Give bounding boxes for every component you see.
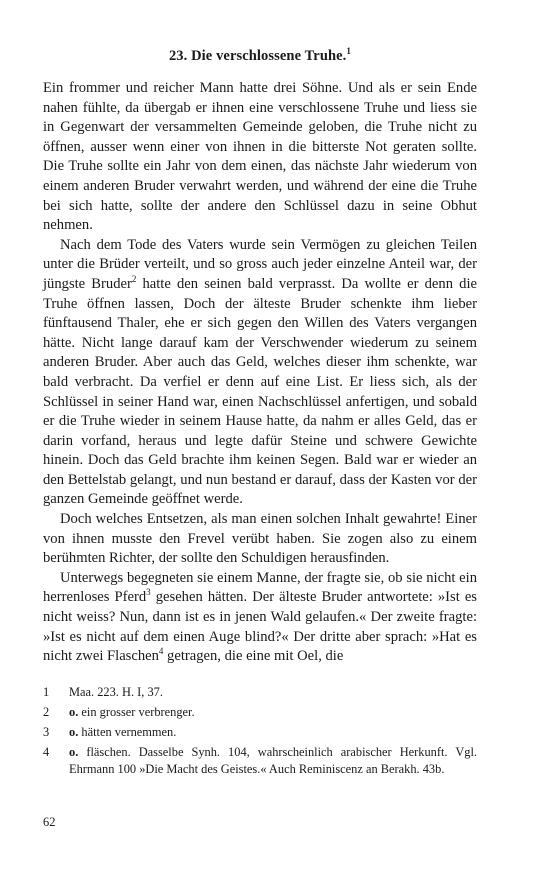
- paragraph-text: Doch welches Entsetzen, als man einen solchen Inhalt gewahrte! Einer von ihnen musste den Frevel verübt haben. Sie zogen also zu einem berühmten Richter, der sollte den Schuldigen herausfinden.: [43, 511, 477, 567]
- footnote-body: fläschen. Dasselbe Synh. 104, wahrscheinlich arabischer Herkunft. Vgl. Ehrmann 100 »Die Macht des Geistes.« Auch Reminiscenz an Berakh. 43b.: [69, 745, 477, 777]
- footnote-body: hätten vernemmen.: [78, 725, 177, 739]
- footnote-text: [69, 684, 477, 701]
- footnote-source: o.: [69, 745, 79, 759]
- paragraph-text: gesehen hätten. Der älteste Bruder antwortete: »Ist es nicht weiss? Nun, dann ist es in jenen Wald gelaufen.« Der zweite fragte: »Ist es nicht auf dem einen Auge blind?« Der dritte aber sprach: »Hat es nicht zwei Flaschen: [43, 589, 477, 665]
- paragraph-text: Ein frommer und reicher Mann hatte drei Söhne. Und als er sein Ende nahen fühlte, da übergab er ihnen eine verschlossene Truhe und liess sie in Gegenwart der versammelten Gemeinde geloben, die Truhe nicht zu öffnen, ausser wenn einer von ihnen in die bitterste Not geraten sollte. Die Truhe sollte ein Jahr von dem einen, das nächste Jahr wiederum von einem anderen Bruder verwahrt werden, und während der eine die Truhe bei sich hatte, sollte der andere den Schlüssel dazu in seine Obhut nehmen.: [43, 80, 477, 234]
- footnote-text: [69, 724, 477, 741]
- paragraph-text: Nach dem Tode des Vaters wurde sein Vermögen zu gleichen Teilen unter die Brüder verteilt, und so gross auch jeder einzelne Anteil war, der jüngste Bruder: [43, 236, 477, 292]
- footnote: [43, 744, 477, 779]
- paragraph-text: Unterwegs begegneten sie einem Manne, der fragte sie, ob sie nicht ein herrenloses Pferd: [43, 569, 477, 606]
- footnote-number: 4: [43, 745, 50, 759]
- footnote: [43, 704, 477, 721]
- footnote-source: o.: [69, 725, 79, 739]
- footnotes: [43, 684, 477, 781]
- page-content: [43, 48, 477, 667]
- footnote-number: 2: [43, 705, 50, 719]
- chapter-heading: [43, 48, 477, 65]
- footnote-source: o.: [69, 705, 79, 719]
- footnote-body: ein grosser verbrenger.: [78, 705, 195, 719]
- paragraph-text: getragen, die eine mit Oel, die: [163, 648, 344, 665]
- footnote-ref: 3: [146, 587, 151, 598]
- footnote-text: [69, 704, 477, 721]
- body-text: [43, 79, 477, 667]
- footnote-text: [69, 744, 477, 779]
- footnote: [43, 684, 477, 701]
- footnote-ref: 4: [158, 646, 164, 657]
- footnote-ref: 1: [346, 46, 352, 57]
- paragraph-text: hatte den seinen bald verprasst. Da wollte er denn die Truhe öffnen lassen, Doch der älteste Bruder schenkte ihm lieber fünftausend Thaler, ehe er sich gegen den Willen des Vaters vergangen hätte. Nicht lange darauf kam der Verschwender wiederum zu seinem anderen Bruder. Aber auch das Geld, welches dieser ihm schenkte, war bald verbracht. Da verfiel er denn auf eine List. Er liess sich, als der Schlüssel in seiner Hand war, einen Nachschlüssel anfertigen, und sobald er die Truhe wieder in seinem Hause hatte, da nahm er alles Geld, das er darin vorfand, heraus und legte dafür Steine und schwere Gewichte hinein. Doch das Geld brachte ihm keinen Segen. Bald war er wieder an den Bettelstab gelangt, und nun bestand er darauf, dass der Kasten vor der ganzen Gemeinde geöffnet werde.: [43, 275, 477, 508]
- paragraph: [43, 79, 477, 236]
- chapter-title: 23. Die verschlossene Truhe.: [168, 48, 347, 64]
- paragraph: [43, 569, 477, 667]
- paragraph: [43, 236, 477, 510]
- footnote-ref: 2: [131, 274, 137, 285]
- page-number: 62: [43, 815, 56, 829]
- footnote-number: 1: [43, 685, 50, 699]
- footnote: [43, 724, 477, 741]
- footnote-body: Maa. 223. H. I, 37.: [69, 685, 163, 699]
- paragraph: [43, 510, 477, 569]
- footnote-number: 3: [43, 725, 50, 739]
